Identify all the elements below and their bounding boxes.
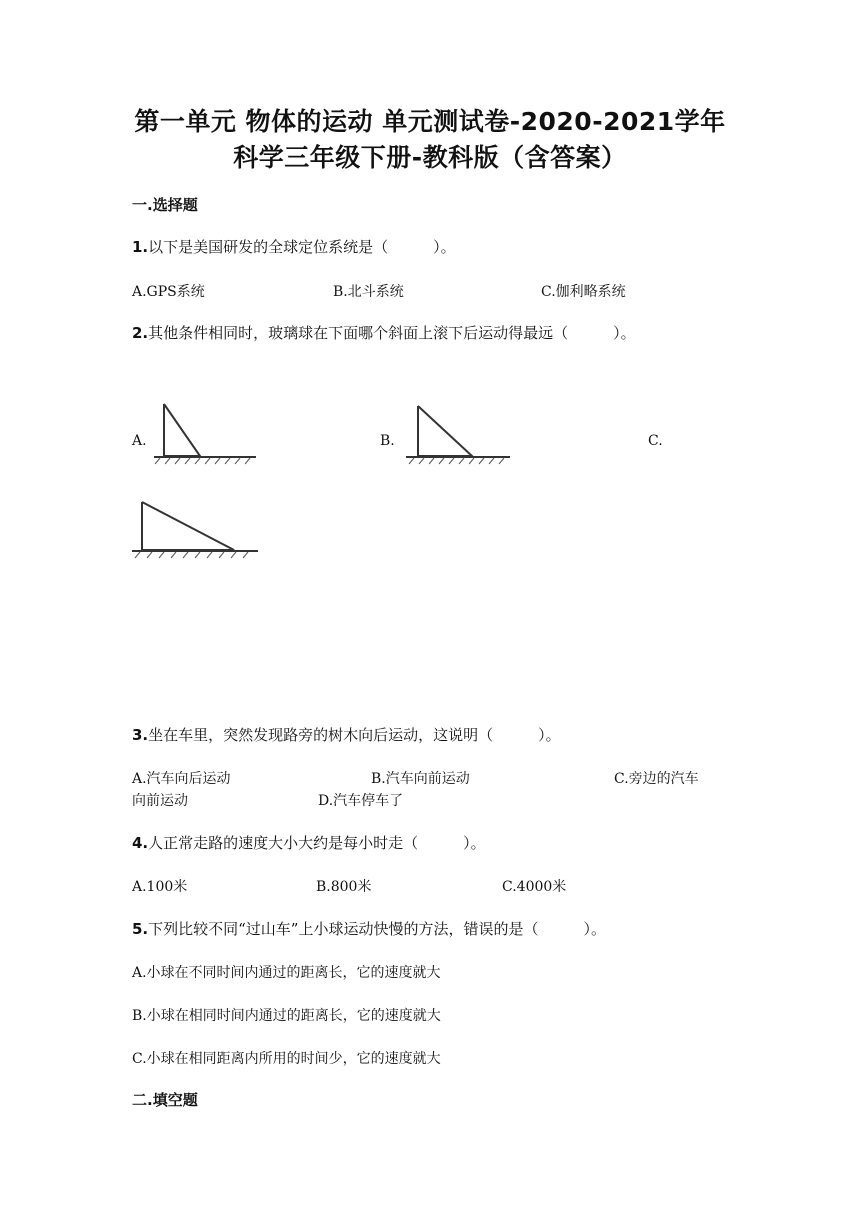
option-a: A. [132,433,147,449]
question-text: 其他条件相同时，玻璃球在下面哪个斜面上滚下后运动得最远（ ）。 [148,324,636,342]
question-number: 3. [132,726,149,744]
document-title-line-1: 第一单元 物体的运动 单元测试卷-2020-2021学年 [134,107,726,136]
option-c: C.4000米 [502,879,567,895]
question-number: 5. [132,920,149,938]
question-number: 1. [132,238,149,256]
option-c-part-2: 向前运动 [132,793,188,809]
question-4 [132,832,486,853]
option-b: B.汽车向前运动 [371,771,470,787]
option-d: D.汽车停车了 [318,793,404,809]
question-5 [132,918,606,939]
question-text: 人正常走路的速度大小大约是每小时走（ ）。 [148,834,486,852]
option-c-part-1: C.旁边的汽车 [614,771,699,787]
option-a: A.GPS系统 [132,284,205,300]
option-a: A.汽车向后运动 [132,771,231,787]
option-c: C.小球在相同距离内所用的时间少，它的速度就大 [132,1051,441,1067]
steep-ramp-diagram [150,400,260,468]
question-3 [132,724,561,745]
option-c: C. [648,433,663,449]
question-number: 4. [132,834,149,852]
option-b: B. [380,433,395,449]
question-number: 2. [132,324,149,342]
question-text: 坐在车里，突然发现路旁的树木向后运动，这说明（ ）。 [148,726,561,744]
question-1 [132,236,456,257]
option-b: B.小球在相同时间内通过的距离长，它的速度就大 [132,1008,441,1024]
gentle-ramp-diagram [130,494,260,560]
option-b: B.800米 [316,879,372,895]
section-heading-choice: 一.选择题 [132,196,198,214]
section-heading-fill-in: 二.填空题 [132,1091,198,1109]
medium-ramp-diagram [402,400,514,468]
option-c: C.伽利略系统 [541,284,626,300]
option-a: A.小球在不同时间内通过的距离长，它的速度就大 [132,965,441,981]
question-text: 以下是美国研发的全球定位系统是（ ）。 [148,238,456,256]
question-text: 下列比较不同“过山车”上小球运动快慢的方法，错误的是（ ）。 [148,920,606,938]
option-b: B.北斗系统 [333,284,404,300]
option-a: A.100米 [132,879,188,895]
question-2 [132,322,636,343]
document-title-line-2: 科学三年级下册-教科版（含答案） [233,143,627,172]
